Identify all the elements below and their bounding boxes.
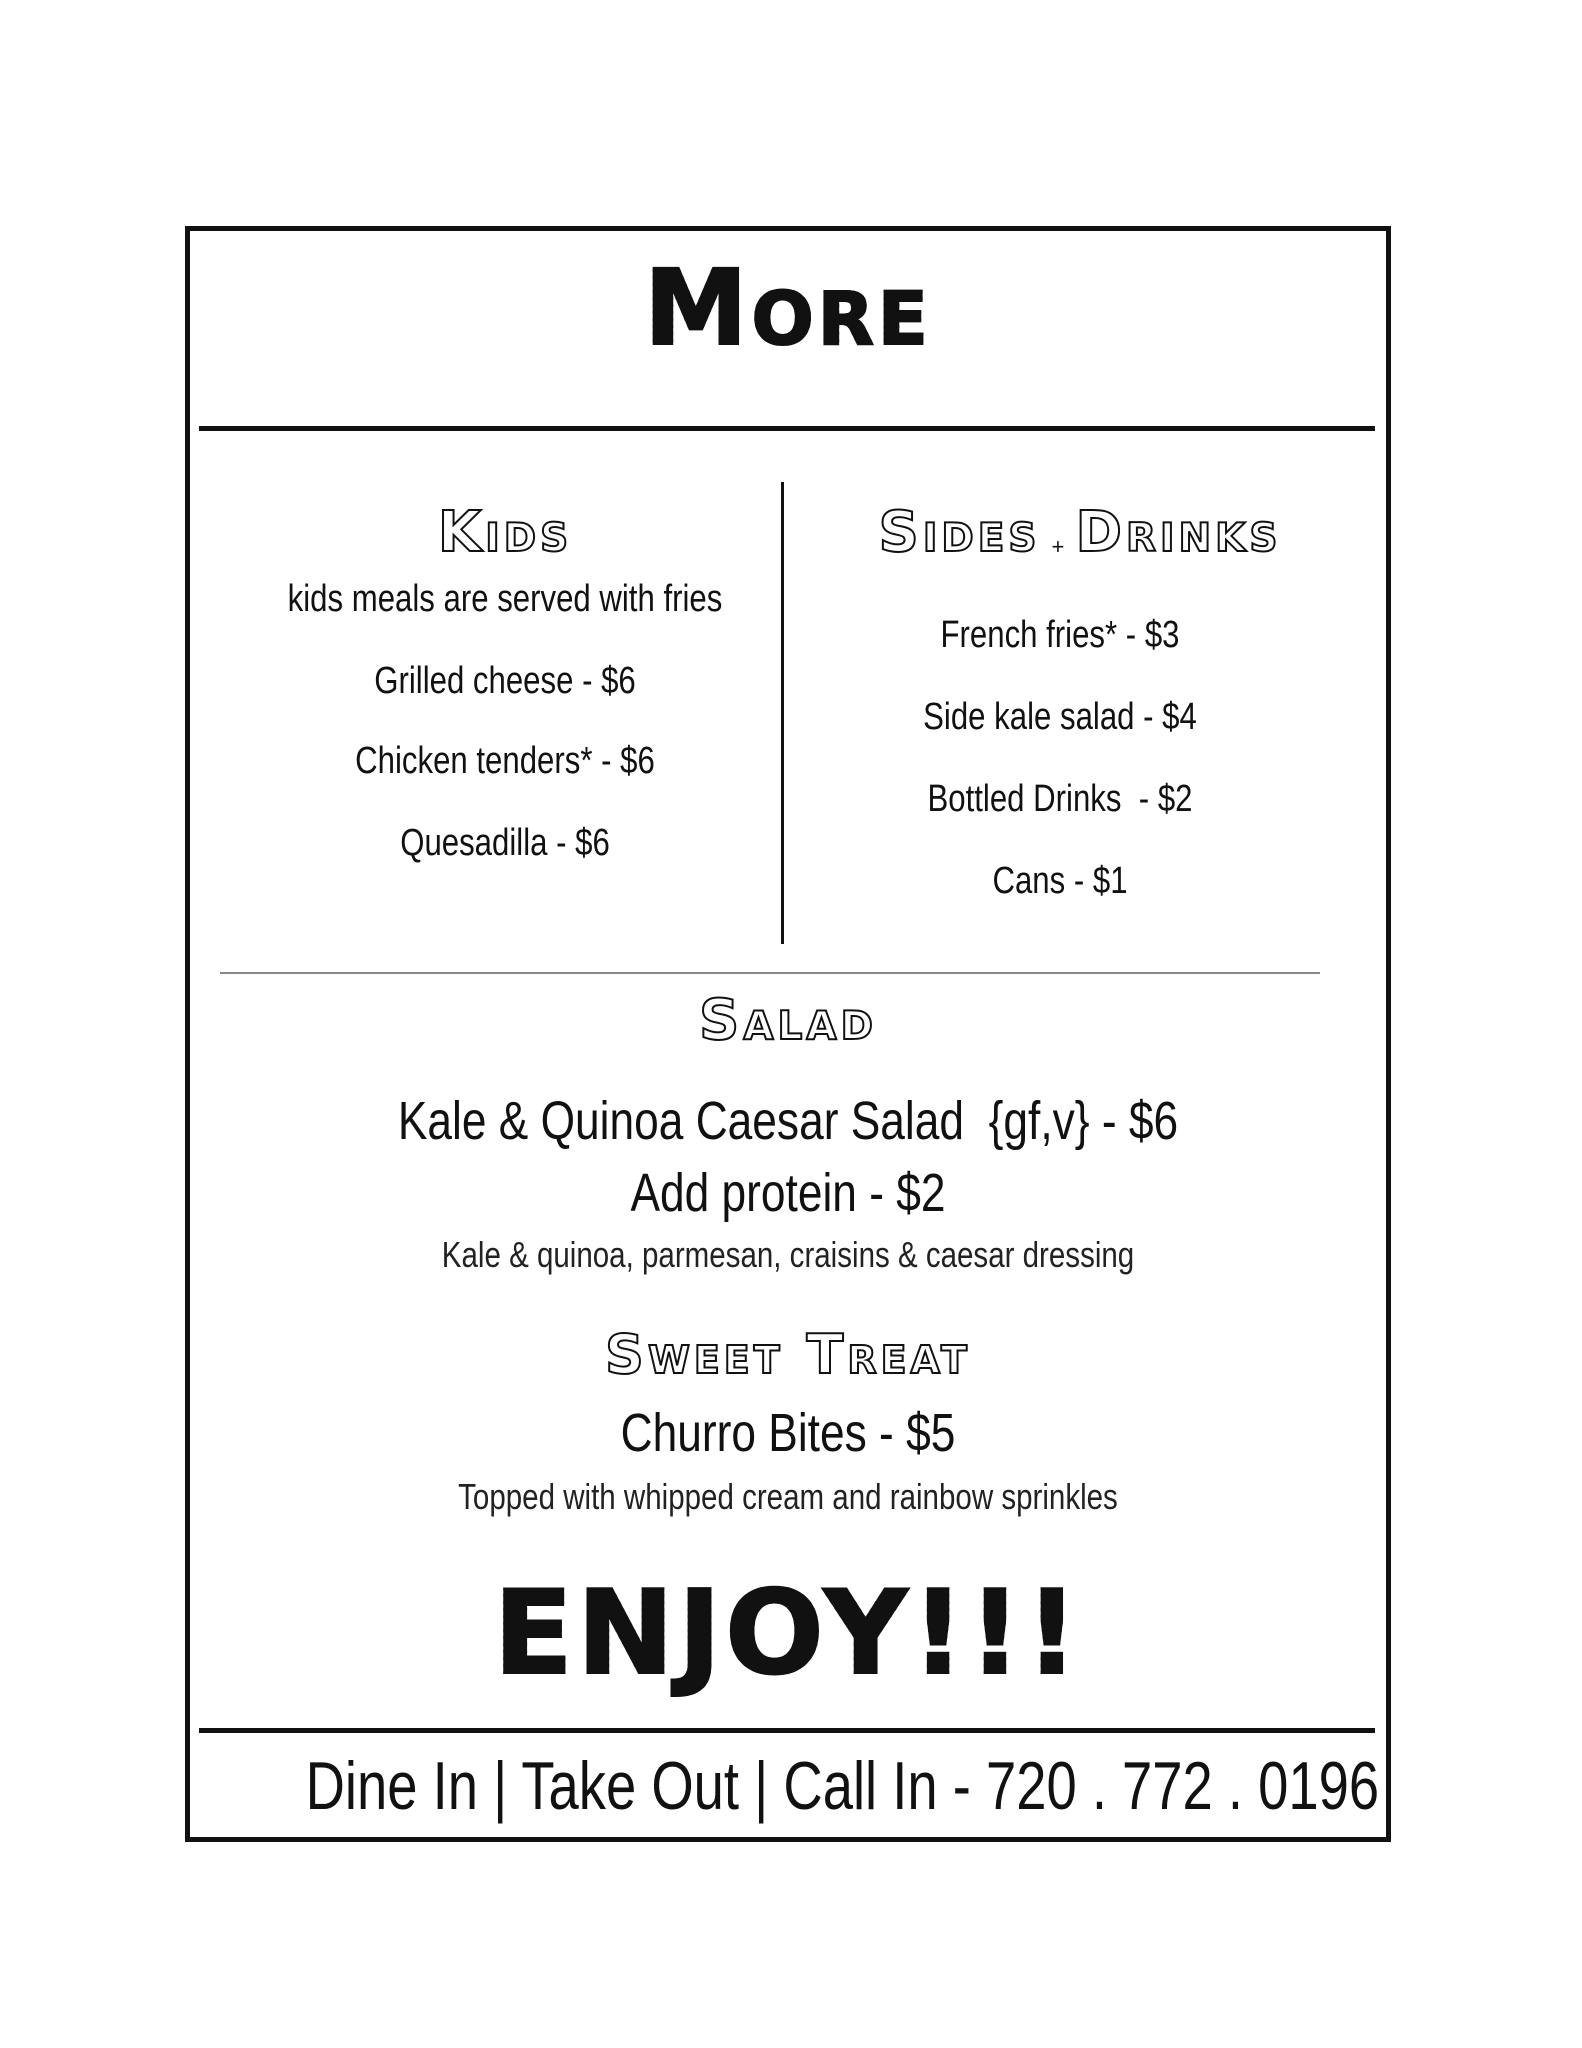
enjoy-closing: ENJOY!!!	[185, 1566, 1391, 1702]
footer-contact: Dine In | Take Out | Call In - 720 . 772 . 0196	[305, 1748, 1380, 1824]
sides-heading-plus: +	[1051, 533, 1065, 559]
sweet-title: Churro Bites - $5	[620, 1403, 956, 1463]
salad-title: Kale & Quinoa Caesar Salad {gf,v} - $6	[397, 1091, 1179, 1151]
sides-item-french-fries: French fries* - $3	[940, 614, 1180, 656]
sides-heading	[800, 500, 1360, 580]
salad-addon: Add protein - $2	[630, 1163, 946, 1223]
sides-item-cans: Cans - $1	[992, 860, 1128, 902]
sides-heading-right: Drinks	[1075, 500, 1282, 565]
kids-note: kids meals are served with fries	[287, 578, 723, 620]
salad-description: Kale & quinoa, parmesan, craisins & caesar dressing	[441, 1234, 1135, 1275]
title-divider	[199, 426, 1375, 431]
sides-heading-left: Sides	[878, 500, 1041, 565]
kids-item-chicken-tenders: Chicken tenders* - $6	[355, 740, 655, 782]
menu-title: More	[185, 248, 1391, 368]
kids-item-quesadilla: Quesadilla - $6	[400, 822, 610, 864]
section-divider	[220, 972, 1320, 974]
column-divider	[781, 482, 784, 944]
kids-item-grilled-cheese: Grilled cheese - $6	[374, 660, 636, 702]
salad-heading: Salad	[699, 988, 877, 1053]
footer-divider	[199, 1728, 1375, 1733]
sides-item-bottled-drinks: Bottled Drinks - $2	[927, 778, 1193, 820]
sides-item-side-kale-salad: Side kale salad - $4	[923, 696, 1197, 738]
sweet-heading: Sweet Treat	[605, 1323, 971, 1386]
kids-heading: Kids	[437, 500, 573, 565]
sweet-description: Topped with whipped cream and rainbow sprinkles	[458, 1476, 1118, 1517]
